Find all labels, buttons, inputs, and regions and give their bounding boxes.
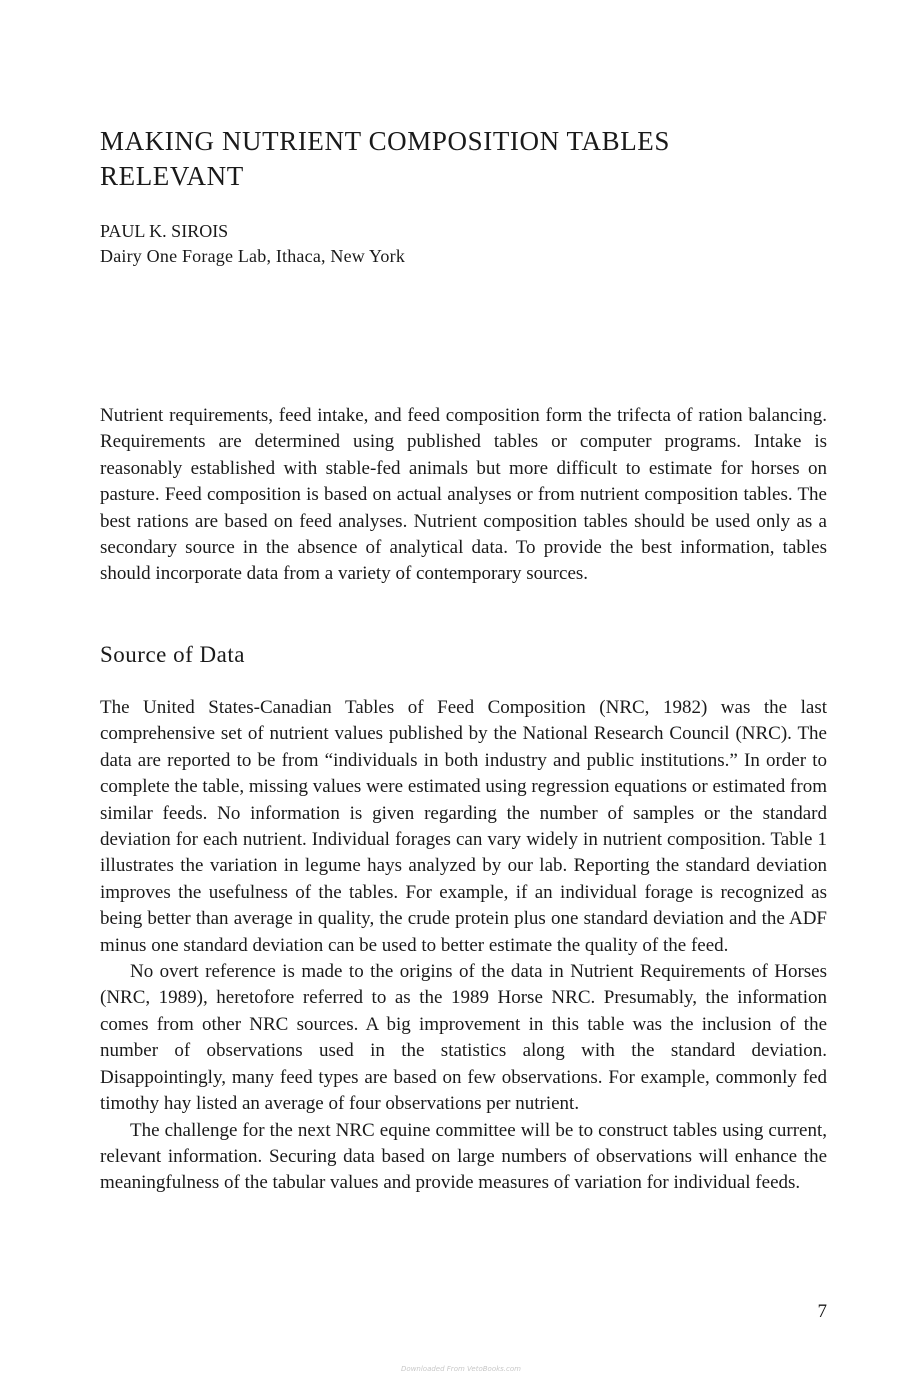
section-body [100, 695, 827, 1197]
intro-paragraph: Nutrient requirements, feed intake, and feed composition form the trifecta of ration balancing. Requirements are determined using published tables or computer programs. Intake is reasonably established with stable-fed animals but more difficult to estimate for horses on pasture. Feed composition is based on actual analyses or from nutrient composition tables. The best rations are based on feed analyses. Nutrient composition tables should be used only as a secondary source in the absence of analytical data. To provide the best information, tables should incorporate data from a variety of contemporary sources. [100, 405, 827, 585]
section-paragraph-1: The United States-Canadian Tables of Feed Composition (NRC, 1982) was the last comprehensive set of nutrient values published by the National Research Council (NRC). The data are reported to be from “individuals in both industry and public institutions.” In order to complete the table, missing values were estimated using regression equations or estimated from similar feeds. No information is given regarding the number of samples or the standard deviation for each nutrient. Individual forages can vary widely in nutrient composition. Table 1 illustrates the variation in legume hays analyzed by our lab. Reporting the standard deviation improves the usefulness of the tables. For example, if an individual forage is recognized as being better than average in quality, the crude protein plus one standard deviation and the ADF minus one standard deviation can be used to better estimate the quality of the feed. [100, 697, 827, 956]
author-affiliation: Dairy One Forage Lab, Ithaca, New York [100, 246, 406, 266]
author-name: PAUL K. SIROIS [100, 221, 229, 241]
page-number: 7 [817, 1301, 827, 1322]
article-title: MAKING NUTRIENT COMPOSITION TABLES RELEVANT [100, 126, 670, 191]
section-paragraph-3: The challenge for the next NRC equine committee will be to construct tables using current, relevant information. Securing data based on large numbers of observations will enhance the meaningfulness of the tabular values and provide measures of variation for individual feeds. [100, 1119, 827, 1194]
download-watermark: Downloaded From VetoBooks.com [401, 1365, 521, 1373]
section-heading: Source of Data [100, 642, 245, 667]
section-paragraph-2: No overt reference is made to the origins of the data in Nutrient Requirements of Horses (NRC, 1989), heretofore referred to as the 1989 Horse NRC. Presumably, the information comes from other NRC sources. A big improvement in this table was the inclusion of the number of observations used in the statistics along with the standard deviation. Disappointingly, many feed types are based on few observations. For example, commonly fed timothy hay listed an average of four observations per nutrient. [100, 961, 827, 1115]
